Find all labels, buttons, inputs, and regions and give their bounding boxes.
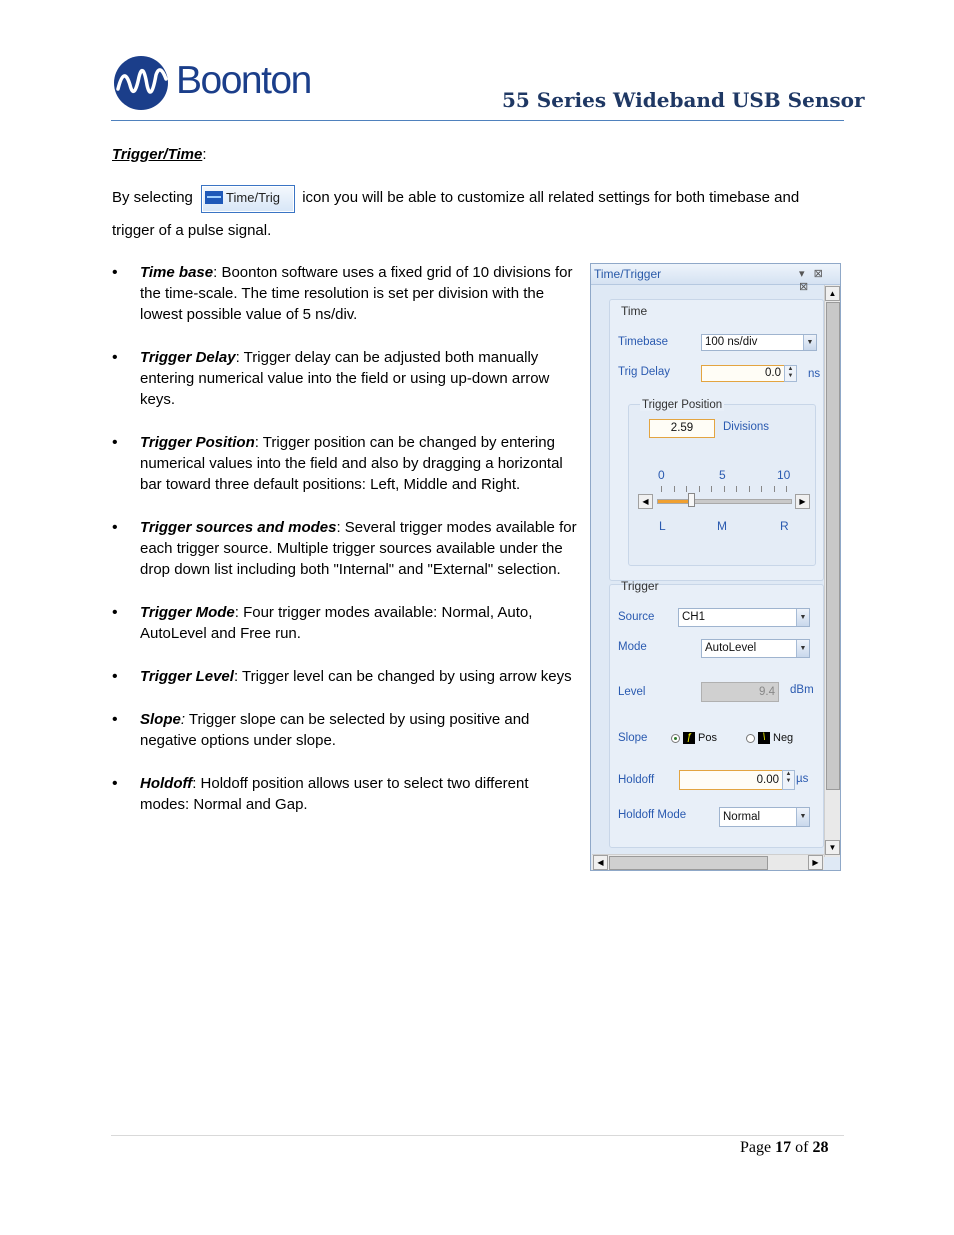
slider-tick (674, 486, 675, 492)
desc: : Trigger level can be changed by using arrow keys (233, 668, 572, 685)
desc: : Trigger position can be changed by entering numerical values into the field and also by dragging a horizontal bar toward three default positions: Left, Middle and Right. (140, 434, 563, 493)
slope-label: Slope (618, 732, 648, 744)
current-page: 17 (775, 1139, 792, 1156)
list-item (112, 347, 577, 410)
trigger-position-slider[interactable] (657, 499, 792, 504)
position-middle-label: M (717, 519, 727, 533)
holdoff-label: Holdoff (618, 774, 655, 786)
of-word: of (795, 1139, 809, 1156)
intro-paragraph (112, 186, 842, 243)
term: Slope (140, 711, 181, 728)
holdoff-spinner[interactable]: ▲ ▼ (782, 770, 795, 790)
term: Trigger sources and modes (140, 519, 337, 536)
slope-pos-radio[interactable] (671, 734, 680, 743)
slider-right-icon[interactable]: ▶ (795, 494, 810, 509)
list-item (112, 262, 577, 325)
position-left-label: L (659, 519, 666, 533)
intro-text-after: icon you will be able to customize all related settings for both timebase and trigger of a pulse signal. (112, 189, 800, 239)
desc: : Holdoff position allows user to select two different modes: Normal and Gap. (140, 775, 529, 813)
mode-value: AutoLevel (705, 642, 757, 654)
timebase-value: 100 ns/div (705, 336, 758, 348)
trigger-group-label: Trigger (621, 579, 659, 593)
holdoff-mode-select[interactable] (719, 807, 810, 827)
boonton-logo (112, 55, 322, 111)
slider-thumb[interactable] (688, 493, 695, 507)
list-item (112, 432, 577, 495)
desc: Trigger slope can be selected by using positive and negative options under slope. (140, 711, 530, 749)
scale-label-10: 10 (777, 468, 791, 482)
holdoff-mode-value: Normal (723, 811, 761, 823)
divisions-label: Divisions (723, 421, 770, 433)
chevron-down-icon[interactable]: ▼ (803, 335, 816, 350)
trigger-position-input[interactable]: 2.59 (649, 419, 715, 438)
list-item (112, 666, 577, 687)
scroll-right-icon[interactable]: ▶ (808, 855, 823, 870)
page-number (740, 1139, 828, 1157)
mode-label: Mode (618, 641, 647, 653)
source-label: Source (618, 611, 655, 623)
logo-mark-icon (112, 55, 170, 111)
scroll-thumb[interactable] (826, 302, 840, 790)
footer-divider (111, 1135, 844, 1136)
trig-delay-input[interactable]: 0.0 (701, 365, 785, 382)
slider-tick (736, 486, 737, 492)
slider-left-icon[interactable]: ◀ (638, 494, 653, 509)
time-trigger-panel (590, 263, 841, 871)
slider-tick (774, 486, 775, 492)
position-right-label: R (780, 519, 789, 533)
panel-titlebar (591, 264, 840, 293)
slider-tick (786, 486, 787, 492)
panel-title: Time/Trigger (594, 267, 662, 281)
panel-window-controls-icon[interactable]: ▾ ⊠ ⊠ (799, 268, 826, 293)
level-label: Level (618, 686, 646, 698)
holdoff-mode-label: Holdoff Mode (618, 809, 687, 821)
falling-edge-icon: \ (758, 732, 770, 744)
time-group-label: Time (621, 304, 648, 318)
list-item (112, 773, 577, 815)
chevron-down-icon[interactable]: ▼ (796, 808, 809, 826)
slope-neg-radio[interactable] (746, 734, 755, 743)
term: Trigger Position (140, 434, 255, 451)
section-title-colon: : (202, 146, 207, 163)
list-item (112, 602, 577, 644)
section-title: Trigger/Time (112, 146, 203, 163)
logo-text: Boonton (176, 59, 311, 102)
level-input[interactable]: 9.4 (701, 682, 779, 702)
desc: : Four trigger modes available: Normal, Auto, AutoLevel and Free run. (140, 604, 533, 642)
chevron-down-icon[interactable]: ▼ (796, 640, 809, 657)
slider-tick (686, 486, 687, 492)
desc: : Boonton software uses a fixed grid of 10 divisions for the time-scale. The time resolution is set per division with the lowest possible value of 5 ns/div. (140, 264, 573, 323)
rising-edge-icon: ƒ (683, 732, 695, 744)
source-select[interactable] (678, 608, 810, 627)
chevron-down-icon[interactable]: ▼ (796, 609, 809, 626)
slider-tick (661, 486, 662, 492)
scale-label-0: 0 (658, 468, 665, 482)
timebase-label: Timebase (618, 336, 669, 348)
section-heading (112, 146, 206, 163)
term: Holdoff (140, 775, 193, 792)
horizontal-scrollbar[interactable] (592, 854, 824, 870)
total-pages: 28 (812, 1139, 829, 1156)
slider-tick (761, 486, 762, 492)
scale-label-5: 5 (719, 468, 726, 482)
feature-list (112, 262, 577, 837)
document-title: 55 Series Wideband USB Sensor (502, 88, 865, 112)
holdoff-input[interactable]: 0.00 (679, 770, 783, 790)
trig-delay-spinner[interactable]: ▲ ▼ (784, 365, 797, 382)
intro-text-before: By selecting (112, 189, 193, 206)
holdoff-unit: µs (796, 773, 809, 785)
header-divider (111, 120, 844, 121)
trigger-position-label: Trigger Position (642, 399, 723, 411)
slider-tick (724, 486, 725, 492)
desc: : Trigger delay can be adjusted both manually entering numerical value into the field or using up-down arrow keys. (140, 349, 550, 408)
time-trig-label: Time/Trig (226, 190, 280, 205)
desc: : Several trigger modes available for each trigger source. Multiple trigger sources available under the drop down list including both "Internal" and "External" selection. (140, 519, 577, 578)
level-unit: dBm (790, 684, 814, 696)
waveform-icon (205, 191, 223, 204)
term: Trigger Mode (140, 604, 235, 621)
scroll-up-icon[interactable]: ▲ (825, 286, 840, 301)
time-trig-button-image (201, 185, 295, 213)
slider-tick (749, 486, 750, 492)
list-item (112, 517, 577, 580)
trig-delay-unit: ns (808, 368, 821, 380)
list-item (112, 709, 577, 751)
scroll-down-icon[interactable]: ▼ (825, 840, 840, 855)
timebase-select[interactable] (701, 334, 817, 351)
slider-tick (699, 486, 700, 492)
slider-fill (658, 500, 692, 503)
trig-delay-label: Trig Delay (618, 366, 670, 378)
term: Trigger Delay (140, 349, 236, 366)
slope-neg-label: Neg (773, 732, 794, 744)
vertical-scrollbar[interactable] (824, 285, 840, 857)
source-value: CH1 (682, 611, 706, 623)
slider-tick (711, 486, 712, 492)
mode-select[interactable] (701, 639, 810, 658)
slope-colon: : (180, 711, 186, 728)
term: Trigger Level (140, 668, 234, 685)
term: Time base (140, 264, 214, 281)
scroll-left-icon[interactable]: ◀ (593, 855, 608, 870)
slope-pos-label: Pos (698, 732, 717, 744)
hscroll-thumb[interactable] (609, 856, 768, 870)
page-word: Page (740, 1139, 772, 1156)
